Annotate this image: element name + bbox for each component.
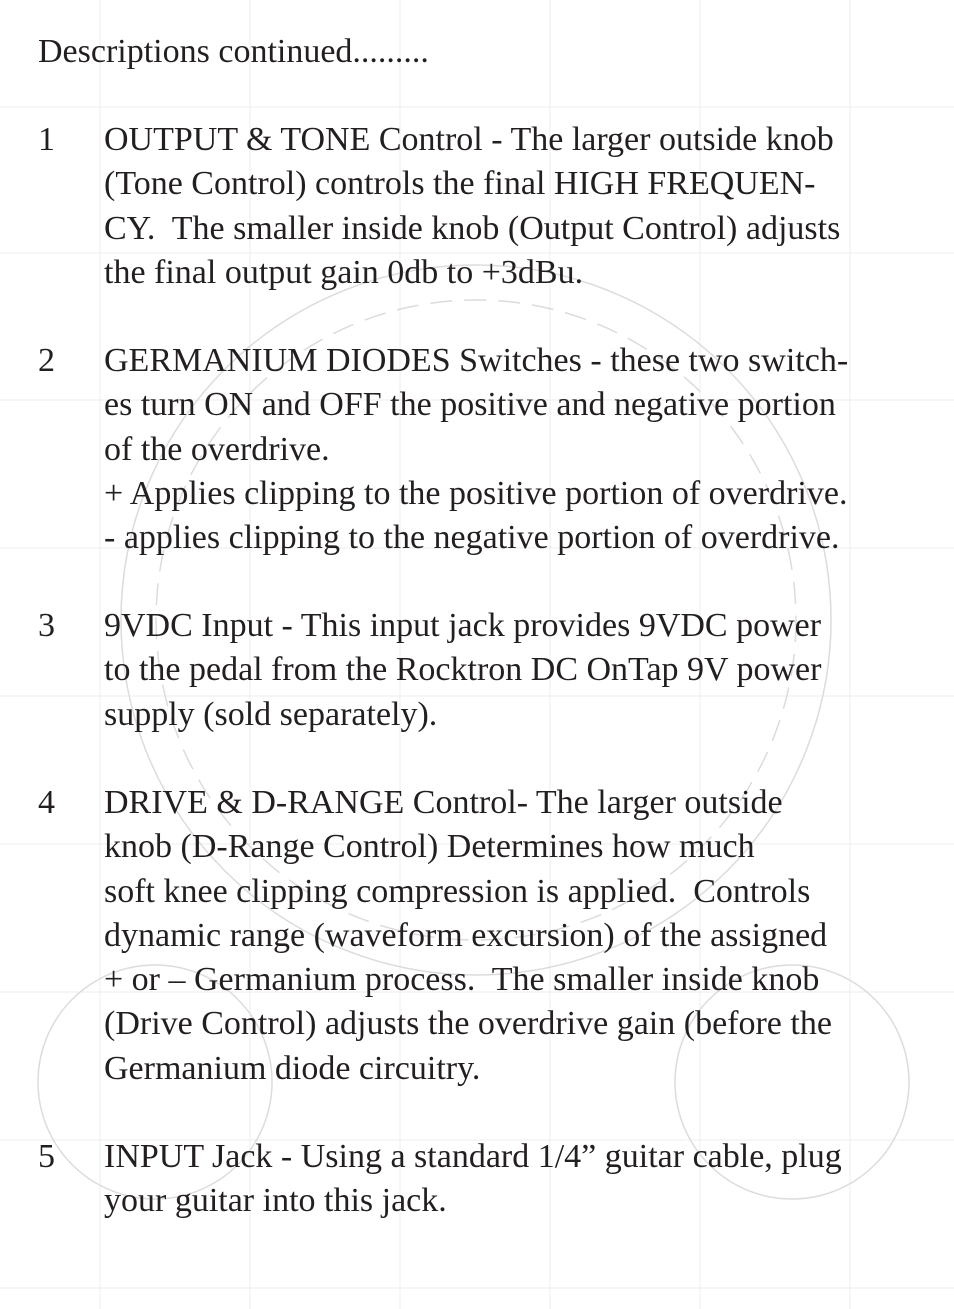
item-text-line: OUTPUT & TONE Control - The larger outside knob: [104, 121, 834, 158]
item-text-line: supply (sold separately).: [104, 695, 438, 733]
item-text-line: the final output gain 0db to +3dBu.: [104, 253, 584, 291]
item-text-line: es turn ON and OFF the positive and negative portion: [104, 386, 836, 424]
item-description: [104, 781, 924, 1091]
item-text-line: (Drive Control) adjusts the overdrive gain (before the: [104, 1005, 832, 1043]
item-text-line: of the overdrive.: [104, 430, 330, 468]
item-text-line: dynamic range (waveform excursion) of the assigned: [104, 916, 828, 954]
item-description: [104, 118, 924, 295]
item-text-line: CY. The smaller inside knob (Output Control) adjusts: [104, 209, 841, 247]
page-heading: Descriptions continued.........: [38, 33, 429, 70]
item-text-line: knob (D-Range Control) Determines how much: [104, 828, 755, 866]
item-text-line: GERMANIUM DIODES Switches - these two switch-: [104, 342, 849, 379]
item-number: 5: [38, 1138, 55, 1175]
item-text-line: Germanium diode circuitry.: [104, 1049, 481, 1087]
item-description: [104, 1135, 924, 1224]
item-number: 1: [38, 121, 55, 158]
item-number: 3: [38, 607, 55, 644]
item-description: [104, 604, 924, 737]
item-number: 2: [38, 342, 55, 379]
item-text-line: + Applies clipping to the positive portion of overdrive.: [104, 474, 848, 512]
item-text-line: - applies clipping to the negative portion of overdrive.: [104, 519, 840, 557]
item-description: [104, 339, 924, 560]
item-text-line: your guitar into this jack.: [104, 1182, 447, 1220]
item-number: 4: [38, 784, 55, 821]
item-text-line: 9VDC Input - This input jack provides 9VDC power: [104, 607, 822, 644]
item-text-line: + or – Germanium process. The smaller inside knob: [104, 961, 820, 999]
item-text-line: soft knee clipping compression is applied. Controls: [104, 872, 811, 910]
item-text-line: INPUT Jack - Using a standard 1/4” guitar cable, plug: [104, 1138, 842, 1175]
item-text-line: to the pedal from the Rocktron DC OnTap 9V power: [104, 651, 822, 689]
item-text-line: (Tone Control) controls the final HIGH FREQUEN-: [104, 165, 816, 203]
item-text-line: DRIVE & D-RANGE Control- The larger outside: [104, 784, 783, 821]
